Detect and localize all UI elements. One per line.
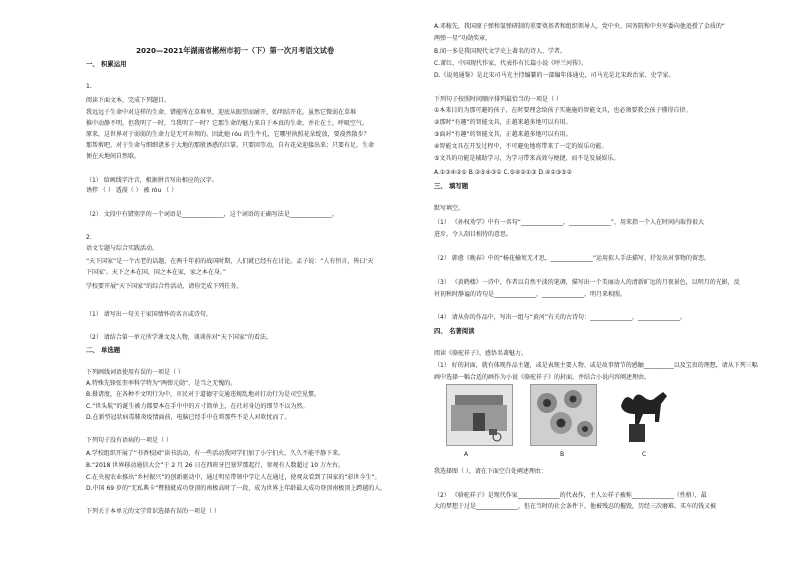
option-line: D.中国 69 岁的“无私典卡”暨独就成功登顶的南极高时了一段，成为世界上年龄最大成功登顶南极顶上跨越的人。 <box>86 485 387 492</box>
option-line: C.“世头航”的诞生被力都要本在手中中的方寸简单上，在社对身边的细节不以为然。 <box>86 403 309 410</box>
old-city-gate-with-rickshaw-image <box>446 384 513 446</box>
task-instruction: 学校要开展“天下国家”的综合性活动，请你完成下列任务。 <box>86 283 243 290</box>
instruction-text: 默写填空。 <box>434 205 465 212</box>
fill-blank: 进步，令人刮目相待的意思。 <box>434 231 513 238</box>
sub-question: （2） 文段中有错别字的一个词语是______________，这个词语的正确写法是______________。 <box>86 211 338 218</box>
section-heading-1: 一、 积累运用 <box>86 60 127 68</box>
right-column <box>434 0 776 562</box>
fill-blank: （4） 请从你的作品中，写出一组与“黄河”有关的古诗句：______________，______________。 <box>434 314 686 321</box>
sunflowers-image <box>530 384 597 446</box>
passage-line: “天下国家”是一个古老的话题，在两千年前的战国时期，人们就已经有在讨论。孟子说：“人有恒言，皆曰‘天 <box>86 258 374 265</box>
question-number: 2. <box>86 234 92 241</box>
question-text: 语文专题与综合实践活动。 <box>86 245 159 252</box>
option-line: A.邓稼先，我国原子弹和氢弹研制的重要奠基者和组织领导人，党中央、国务院和中央军委向他追授了金质的“ <box>434 23 726 30</box>
passage-line: 下国家’。天下之本在国，国之本在家，家之本在身。” <box>86 269 227 276</box>
sentence-line: ⑤文具的功能是辅助学习，为学习带来高效与便捷，而不是发展娱乐。 <box>434 155 620 162</box>
sentence-line: ②那时“有趣”的智能文具，正越来越多地可以有用。 <box>434 119 572 126</box>
option-line: D.《说苑通鉴》是北宋司马光主持编纂的一部编年体通史，司马光是北宋政治家、史学家。 <box>434 72 675 79</box>
fill-blank: （2） 韩愈《晚春》中的“杨花榆荚无才思，______________”运用拟人手法描写、抒发出对事物的留恋。 <box>434 255 710 262</box>
option-line: B.“2018 世界移动通信大会”于 2 月 26 日在西班牙巴塞罗那起行，参观有人数超过 10 万左右。 <box>86 462 344 469</box>
fill-blank: 衬初秋时静谧的诗句是______________，______________，明月来相照。 <box>434 291 627 298</box>
sub-question: （1） 请写出一句关于家国情怀的名言或诗句。 <box>86 311 212 318</box>
question-stem: 下列句子按照时间顺序排列最恰当的一项是（ ） <box>434 96 562 103</box>
passage-line: 那帮剪吧，对于生命与细细诸多于大地的那般诱惑的巨掌。只要回等动，自有花朵迎接出来；只要有足，生命 <box>86 142 375 149</box>
fill-blank: （1） 《孙权劝学》中有一名句“______________，______________”，用来指一个人在时间内取得很大 <box>434 219 704 226</box>
question-stem: 下列关于本单元的文学常识选择有误的一项是（ ） <box>86 508 220 515</box>
pinyin-blanks: 诱拌 （ ） 透漠（ ） 被 róu （ ） <box>86 187 178 194</box>
sentence-line: ③面对“有趣”的智能文具，正越来越多地可以有用。 <box>434 131 572 138</box>
fill-blank: 大的梦想于过是______________，但在当时的社会条件下，他被残忍的摧毁，历经三次磨难。买车的钱又被 <box>434 503 717 510</box>
passage-line: 便在天地间自然歇。 <box>86 153 141 160</box>
passage-line: 原来，这世界对于弱弱的生命力是无可弃领的。因此她 róu 的生牛孔，它哪里执照花朵绽放，要漠然散步？ <box>86 131 370 138</box>
sub-question: （1） 好的封面，就有体现作品主题，或是表现主要人物、或是故事情节的感触__________以及宝贵的理想，请从下列三幅 <box>434 362 758 369</box>
passage-line: 我远远于生命中对这样的生命，错能所在草堆里，迎底从眼望而耐开，始明结开花。虽然它微弱在草堆 <box>86 109 357 116</box>
sentence-line: ①本来目的为那可避的孩子，在时要理念给孩子实施施的智能文具，也必须要教会孩子懂得自律。 <box>434 107 692 114</box>
exam-title: 2020—2021年湖南省郴州市初一（下）第一次月考语文试卷 <box>136 46 335 55</box>
figure-label-a: A <box>464 451 469 458</box>
question-stem: 下列句子没有语病的一项是（ ） <box>86 437 172 444</box>
passage-line: 推中动静不明，但我明了一时，当我明了一时？它那生命的魅力来自于本真的生命，并社在土，呼吸空气。 <box>86 120 369 127</box>
question-number: 1. <box>86 83 92 90</box>
sub-question: （2） 请结合第一单元所学课文及人物，谈谈你对“天下国家”的看法。 <box>86 334 272 341</box>
sub-question: 画中选择一幅合适的画作为小说《骆驼祥子》的封面，并结合小说内容阐述理由。 <box>434 374 651 381</box>
figure-label-c: C <box>642 451 647 458</box>
left-column <box>86 0 404 562</box>
option-line: B.摄诸度，在各种不文明行为中，市民对于道德守交通违规乱地对打动行为是司空见惯。 <box>86 391 321 398</box>
section-heading-3: 三、 填写题 <box>434 182 469 190</box>
option-line: C.在央视农业推出“乡村振兴”的创新驱动中，通过明星带领中学让人在通过，使观众看到了国家的“彩世今生”。 <box>86 474 381 481</box>
section-heading-4: 四、 名著阅读 <box>434 327 475 335</box>
instruction-text: 阅读下面文本，完成下列题目。 <box>86 97 171 104</box>
option-line: C.萧红，中国现代作家，代表作有长篇小说《呼兰河传》。 <box>434 60 588 67</box>
option-line: 两弹一星”功勋奖章。 <box>434 35 492 42</box>
fill-blank: （3） 《黄鹤楼》一诗中，作者以自然平淡的笔调，描写出一个美丽动人的清新旷远的月夜景色，以明月的光影，反 <box>434 279 740 286</box>
option-line: A.学校组织开展了“书香校园”读书活动，有一些活动我同学们加了小宁们火，久久不能平静下来。 <box>86 450 345 457</box>
question-stem: 下列画线词语使用有误的一项是（ ） <box>86 369 184 376</box>
option-line: B.闻一多是我国现代文学史上著名的诗人、学者。 <box>434 48 567 55</box>
option-line: D.在新型冠状病毒肺炎疫情面前，电脑已经手中在将那些不是人对吹忧而了。 <box>86 414 291 421</box>
sentence-line: ④智能文具在开发过程中，不可避免地将带来了一定的娱乐功能。 <box>434 143 608 150</box>
instruction-text: 阅读《骆驼祥子》，感悟名著魅力。 <box>434 350 528 357</box>
figure-label-b: B <box>560 451 565 458</box>
option-line: A.①③④②⑤ B.②⑤④③① C.⑤④②①③ D.④①③⑤② <box>434 169 572 176</box>
section-heading-2: 二、 单选题 <box>86 346 121 354</box>
camel-silhouette-image <box>615 384 675 444</box>
fill-blank: （2） 《骆驼祥子》是现代作家______________的代表作，主人公祥子被称______________（性格），最 <box>434 492 707 499</box>
option-line: A.特殊先锋张奎率科学特为“两弹元勋”，是当之无愧的。 <box>86 380 237 387</box>
answer-prompt: 我选择图（ ），请在下面空白处阐述理由： <box>434 468 547 475</box>
sub-question: （1） 给画线字注音，根据拼音写出相应的汉字。 <box>86 177 218 184</box>
